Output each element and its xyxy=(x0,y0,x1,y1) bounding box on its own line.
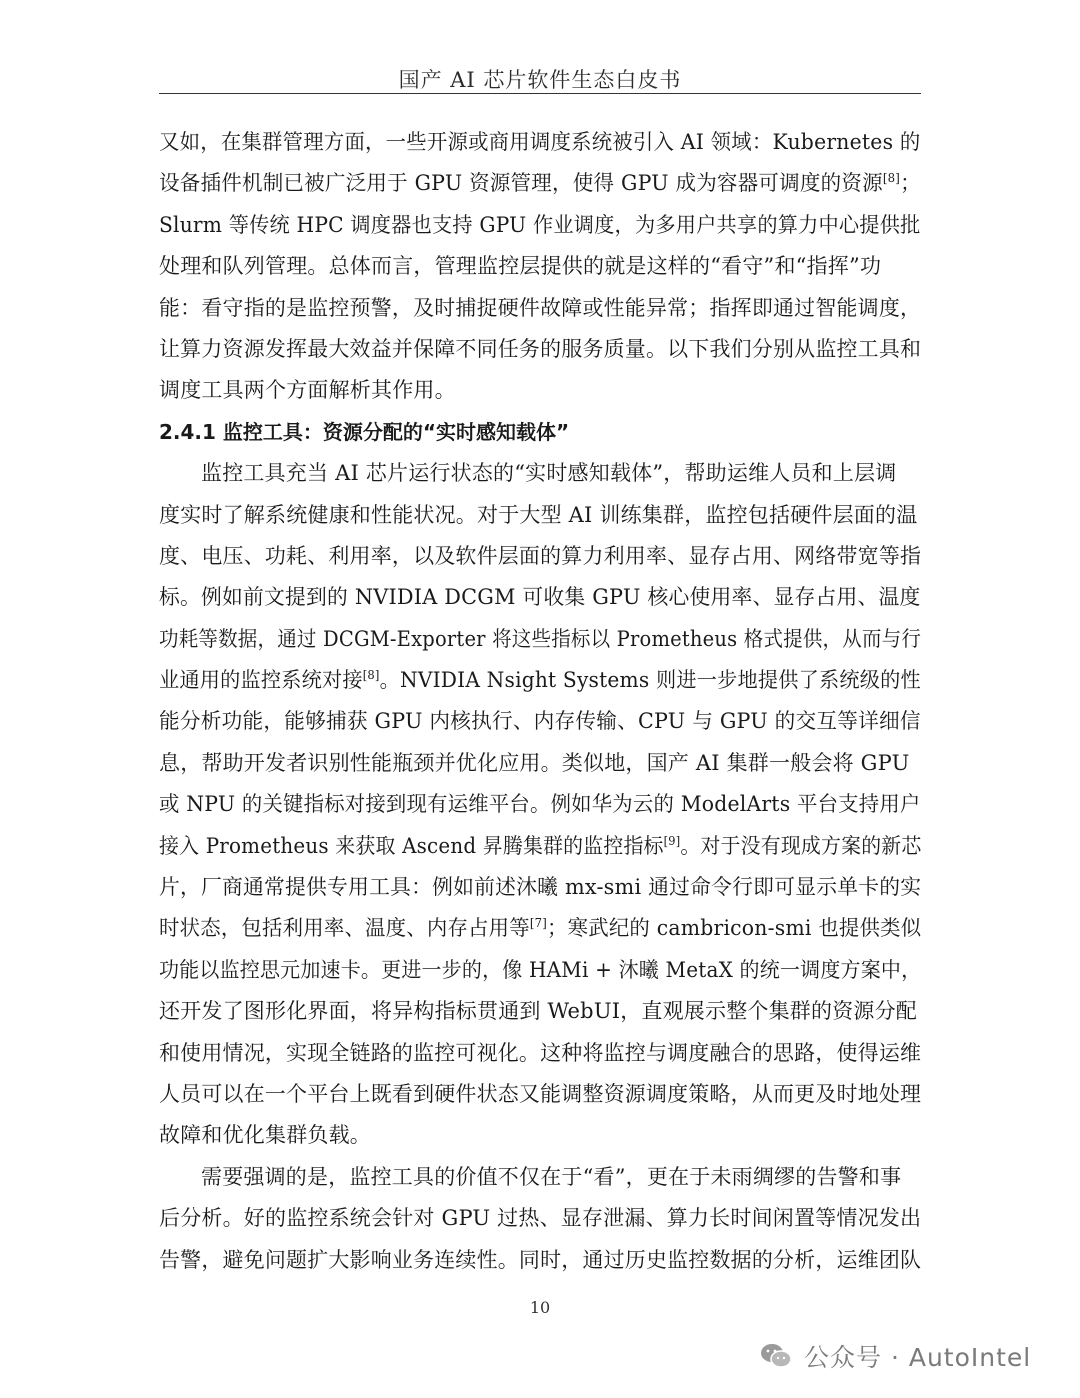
text-line: 标。例如前文提到的 NVIDIA DCGM 可收集 GPU 核心使用率、显存占用、温度 xyxy=(159,585,921,610)
page-number: 10 xyxy=(529,1298,551,1317)
text-line: 能：看守指的是监控预警，及时捕捉硬件故障或性能异常；指挥即通过智能调度， xyxy=(159,295,922,320)
text-line: Slurm 等传统 HPC 调度器也支持 GPU 作业调度，为多用户共享的算力中心提供批 xyxy=(159,212,921,237)
text-line: 故障和优化集群负载。 xyxy=(159,1123,371,1148)
credit-text: 公众号 · AutoIntel xyxy=(804,1343,1032,1372)
text-line: 让算力资源发挥最大效益并保障不同任务的服务质量。以下我们分别从监控工具和 xyxy=(159,336,922,361)
text-line: 能分析功能，能够捕获 GPU 内核执行、内存传输、CPU 与 GPU 的交互等详细信 xyxy=(159,709,921,734)
header-rule xyxy=(159,93,921,94)
text-line: 调度工具两个方面解析其作用。 xyxy=(159,378,456,403)
text-line: 告警，避免问题扩大影响业务连续性。同时，通过历史监控数据的分析，运维团队 xyxy=(159,1247,922,1272)
text-line: 时状态，包括利用率、温度、内存占用等[7]；寒武纪的 cambricon-smi 也提供类似 xyxy=(159,916,922,941)
text-line: 处理和队列管理。总体而言，管理监控层提供的就是这样的“看守”和“指挥”功 xyxy=(159,254,882,279)
text-line: 和使用情况，实现全链路的监控可视化。这种将监控与调度融合的思路，使得运维 xyxy=(159,1040,922,1065)
text-line: 后分析。好的监控系统会针对 GPU 过热、显存泄漏、算力长时间闲置等情况发出 xyxy=(159,1206,922,1231)
text-line: 需要强调的是，监控工具的价值不仅在于“看”，更在于未雨绸缪的告警和事 xyxy=(201,1164,902,1189)
text-line: 功耗等数据，通过 DCGM-Exporter 将这些指标以 Prometheus 格式提供，从而与行 xyxy=(159,626,922,651)
text-line: 功能以监控思元加速卡。更进一步的，像 HAMi + 沐曦 MetaX 的统一调度方案中， xyxy=(159,957,922,982)
text-line: 接入 Prometheus 来获取 Ascend 昇腾集群的监控指标[9]。对于没有现成方案的新芯 xyxy=(159,833,922,858)
text-line: 度、电压、功耗、利用率，以及软件层面的算力利用率、显存占用、网络带宽等指 xyxy=(159,543,922,568)
text-line: 设备插件机制已被广泛用于 GPU 资源管理，使得 GPU 成为容器可调度的资源[8]； xyxy=(159,171,921,196)
page-body xyxy=(159,122,921,1281)
text-line: 片，厂商通常提供专用工具：例如前述沐曦 mx-smi 通过命令行即可显示单卡的实 xyxy=(159,875,922,900)
text-line: 人员可以在一个平台上既看到硬件状态又能调整资源调度策略，从而更及时地处理 xyxy=(159,1081,922,1106)
text-line: 监控工具充当 AI 芯片运行状态的“实时感知载体”，帮助运维人员和上层调 xyxy=(201,461,897,486)
text-line: 又如，在集群管理方面，一些开源或商用调度系统被引入 AI 领域：Kubernetes 的 xyxy=(159,130,921,154)
page-header-title: 国产 AI 芯片软件生态白皮书 xyxy=(398,68,682,92)
text-line: 或 NPU 的关键指标对接到现有运维平台。例如华为云的 ModelArts 平台支持用户 xyxy=(159,792,921,817)
text-line: 还开发了图形化界面，将异构指标贯通到 WebUI，直观展示整个集群的资源分配 xyxy=(159,999,918,1024)
text-line: 息，帮助开发者识别性能瓶颈并优化应用。类似地，国产 AI 集群一般会将 GPU xyxy=(159,750,910,775)
account-credit xyxy=(760,1336,1031,1376)
text-line: 度实时了解系统健康和性能状况。对于大型 AI 训练集群，监控包括硬件层面的温 xyxy=(159,502,918,527)
section-heading: 2.4.1 监控工具：资源分配的“实时感知载体” xyxy=(159,419,570,444)
wechat-icon xyxy=(760,1342,792,1370)
text-line: 业通用的监控系统对接[8]。NVIDIA Nsight Systems 则进一步地提供了系统级的性 xyxy=(159,668,921,693)
